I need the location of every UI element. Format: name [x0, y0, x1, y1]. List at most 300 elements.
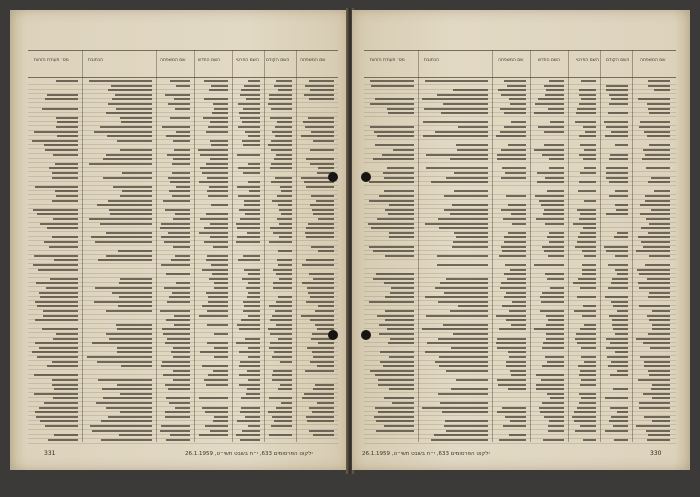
text-line — [212, 273, 228, 275]
text-line — [452, 204, 488, 206]
text-line — [271, 108, 292, 110]
text-line — [242, 430, 260, 432]
text-line — [453, 89, 488, 91]
text-line — [422, 328, 488, 330]
text-line — [505, 172, 526, 174]
text-line — [615, 255, 628, 257]
text-line — [377, 135, 414, 137]
text-line — [547, 278, 564, 280]
text-line — [208, 126, 228, 128]
text-line — [385, 209, 414, 211]
text-line — [648, 108, 670, 110]
text-line — [171, 351, 190, 353]
text-line — [47, 365, 78, 367]
text-line — [446, 278, 488, 280]
text-line — [508, 144, 526, 146]
text-line — [385, 296, 414, 298]
text-line — [370, 80, 414, 82]
text-line — [308, 117, 334, 119]
text-line — [270, 333, 292, 335]
text-line — [579, 218, 596, 220]
right-header-col-4: השם החדש — [538, 58, 561, 63]
column-divider — [568, 50, 569, 442]
text-line — [174, 98, 190, 100]
text-line — [577, 342, 596, 344]
text-line — [456, 379, 488, 381]
text-line — [268, 103, 292, 105]
text-line — [47, 227, 78, 229]
text-line — [268, 328, 292, 330]
text-line — [499, 255, 526, 257]
text-line — [236, 342, 260, 344]
text-line — [577, 241, 596, 243]
left-header-col-4: השם החדש — [198, 58, 221, 63]
text-line — [208, 195, 228, 197]
text-line — [426, 167, 488, 169]
text-line — [607, 356, 628, 358]
text-line — [504, 126, 526, 128]
text-line — [536, 218, 564, 220]
text-line — [214, 356, 228, 358]
text-line — [46, 287, 78, 289]
text-line — [581, 356, 596, 358]
text-line — [615, 351, 628, 353]
text-line — [312, 411, 334, 413]
text-line — [52, 172, 78, 174]
text-line — [580, 328, 596, 330]
text-line — [276, 80, 292, 82]
text-line — [269, 347, 292, 349]
text-line — [550, 397, 564, 399]
text-line — [106, 112, 152, 114]
left-header-col-7: מס׳ תעודת הזהות — [34, 58, 69, 63]
text-line — [165, 416, 190, 418]
text-line — [173, 218, 190, 220]
text-line — [305, 232, 334, 234]
text-line — [504, 80, 526, 82]
text-line — [245, 338, 260, 340]
column-divider — [232, 50, 233, 442]
text-line — [544, 144, 564, 146]
text-line — [383, 172, 414, 174]
text-line — [582, 273, 596, 275]
text-line — [549, 232, 564, 234]
text-line — [274, 420, 292, 422]
text-line — [374, 416, 414, 418]
text-line — [111, 85, 152, 87]
text-line — [166, 439, 190, 441]
table-row — [364, 158, 676, 163]
table-row — [364, 112, 676, 117]
text-line — [37, 356, 78, 358]
right-header-col-7: מס׳ תעודת הזהות — [370, 58, 405, 63]
text-line — [509, 310, 526, 312]
text-line — [248, 273, 260, 275]
text-line — [272, 315, 292, 317]
text-line — [497, 338, 526, 340]
text-line — [103, 158, 152, 160]
text-line — [606, 213, 628, 215]
text-line — [210, 236, 228, 238]
text-line — [315, 310, 334, 312]
text-line — [606, 172, 628, 174]
text-line — [649, 319, 670, 321]
text-line — [53, 397, 78, 399]
text-line — [236, 434, 260, 436]
text-line — [276, 407, 292, 409]
text-line — [379, 333, 414, 335]
text-line — [270, 117, 292, 119]
text-line — [202, 365, 228, 367]
text-line — [273, 287, 292, 289]
text-line — [245, 416, 260, 418]
text-line — [313, 356, 334, 358]
text-line — [652, 324, 670, 326]
text-line — [393, 149, 414, 151]
text-line — [121, 121, 152, 123]
text-line — [548, 108, 564, 110]
text-line — [648, 80, 670, 82]
text-line — [614, 236, 628, 238]
text-line — [451, 388, 488, 390]
text-line — [609, 195, 628, 197]
text-line — [577, 108, 596, 110]
text-line — [548, 425, 564, 427]
text-line — [387, 167, 414, 169]
text-line — [279, 209, 292, 211]
text-line — [122, 172, 152, 174]
text-line — [611, 131, 628, 133]
text-line — [161, 365, 190, 367]
text-line — [171, 259, 190, 261]
text-line — [549, 420, 564, 422]
text-line — [545, 356, 564, 358]
text-line — [210, 430, 228, 432]
text-line — [580, 425, 596, 427]
text-line — [94, 301, 152, 303]
text-line — [648, 296, 670, 298]
text-line — [431, 439, 488, 441]
text-line — [306, 158, 334, 160]
text-line — [457, 149, 488, 151]
text-line — [269, 98, 292, 100]
text-line — [371, 227, 414, 229]
text-line — [496, 135, 526, 137]
text-line — [313, 140, 334, 142]
text-line — [120, 195, 152, 197]
text-line — [579, 154, 596, 156]
text-line — [54, 259, 78, 261]
text-line — [211, 204, 228, 206]
text-line — [89, 163, 152, 165]
text-line — [165, 384, 190, 386]
text-line — [275, 177, 292, 179]
text-line — [649, 255, 670, 257]
text-line — [206, 163, 228, 165]
text-line — [497, 154, 526, 156]
text-line — [506, 195, 526, 197]
text-line — [423, 121, 488, 123]
text-line — [458, 305, 488, 307]
text-line — [248, 80, 260, 82]
text-line — [199, 315, 228, 317]
text-line — [106, 407, 152, 409]
text-line — [240, 94, 260, 96]
text-line — [544, 85, 564, 87]
text-line — [242, 121, 260, 123]
text-line — [375, 144, 414, 146]
text-line — [57, 121, 78, 123]
text-line — [389, 204, 414, 206]
text-line — [608, 112, 628, 114]
text-line — [617, 273, 628, 275]
table-row — [364, 181, 676, 186]
text-line — [280, 186, 292, 188]
text-line — [638, 98, 670, 100]
text-line — [585, 131, 596, 133]
text-line — [97, 204, 152, 206]
text-line — [374, 131, 414, 133]
text-line — [275, 310, 292, 312]
text-line — [279, 223, 292, 225]
text-line — [247, 370, 260, 372]
text-line — [208, 296, 228, 298]
text-line — [176, 282, 190, 284]
text-line — [318, 342, 334, 344]
text-line — [202, 407, 228, 409]
text-line — [202, 269, 228, 271]
text-line — [509, 434, 526, 436]
text-line — [652, 310, 670, 312]
text-line — [454, 190, 488, 192]
text-line — [55, 163, 78, 165]
text-line — [95, 287, 152, 289]
text-line — [499, 328, 526, 330]
text-line — [237, 420, 260, 422]
text-line — [209, 278, 228, 280]
text-line — [645, 154, 670, 156]
text-line — [164, 287, 190, 289]
text-line — [244, 204, 260, 206]
text-line — [580, 172, 596, 174]
text-line — [577, 407, 596, 409]
text-line — [54, 388, 78, 390]
text-line — [243, 301, 260, 303]
text-line — [33, 264, 78, 266]
text-line — [162, 328, 190, 330]
text-line — [575, 430, 596, 432]
text-line — [270, 227, 292, 229]
text-line — [546, 324, 564, 326]
text-line — [580, 213, 596, 215]
text-line — [200, 154, 228, 156]
text-line — [173, 347, 190, 349]
text-line — [34, 374, 78, 376]
text-line — [539, 407, 564, 409]
text-line — [383, 365, 414, 367]
text-line — [538, 126, 564, 128]
text-line — [370, 103, 414, 105]
text-line — [438, 393, 488, 395]
text-line — [441, 112, 488, 114]
text-line — [504, 236, 526, 238]
text-line — [541, 301, 564, 303]
text-line — [116, 324, 152, 326]
text-line — [543, 213, 564, 215]
text-line — [427, 342, 488, 344]
text-line — [53, 218, 78, 220]
text-line — [106, 154, 152, 156]
text-line — [214, 333, 228, 335]
text-line — [117, 140, 152, 142]
text-line — [606, 85, 628, 87]
text-line — [162, 361, 190, 363]
text-line — [312, 209, 334, 211]
text-line — [581, 98, 596, 100]
text-line — [451, 347, 488, 349]
text-line — [245, 213, 260, 215]
text-line — [169, 296, 190, 298]
text-line — [243, 255, 260, 257]
text-line — [39, 407, 78, 409]
text-line — [507, 278, 526, 280]
text-line — [170, 181, 190, 183]
text-line — [53, 338, 78, 340]
text-line — [101, 420, 152, 422]
text-line — [312, 351, 334, 353]
text-line — [390, 338, 414, 340]
right-page-number: 330 — [650, 450, 662, 457]
text-line — [507, 85, 526, 87]
text-line — [579, 103, 596, 105]
text-line — [549, 158, 564, 160]
text-line — [37, 213, 78, 215]
text-line — [241, 89, 260, 91]
text-line — [249, 190, 260, 192]
text-line — [166, 397, 190, 399]
text-line — [583, 305, 596, 307]
text-line — [90, 425, 152, 427]
text-line — [379, 195, 414, 197]
text-line — [647, 278, 670, 280]
text-line — [542, 246, 564, 248]
text-line — [611, 301, 628, 303]
column-divider — [632, 50, 633, 442]
text-line — [248, 315, 260, 317]
text-line — [638, 379, 670, 381]
text-line — [246, 98, 260, 100]
text-line — [498, 384, 526, 386]
text-line — [117, 351, 152, 353]
text-line — [380, 351, 414, 353]
text-line — [540, 296, 564, 298]
text-line — [578, 236, 596, 238]
right-footer: ילקוט הפרסומים 633, י״ח בשבט תשי״ט, 26.1.1959 — [362, 451, 490, 457]
text-line — [277, 195, 292, 197]
text-line — [376, 430, 414, 432]
text-line — [120, 278, 152, 280]
text-line — [454, 232, 488, 234]
text-line — [575, 338, 596, 340]
text-line — [112, 292, 152, 294]
text-line — [211, 264, 228, 266]
text-line — [244, 305, 260, 307]
text-line — [163, 374, 190, 376]
text-line — [160, 310, 190, 312]
text-line — [613, 305, 628, 307]
text-line — [537, 181, 564, 183]
text-line — [387, 328, 414, 330]
text-line — [446, 370, 488, 372]
text-line — [640, 356, 670, 358]
text-line — [645, 264, 670, 266]
text-line — [241, 397, 260, 399]
text-line — [608, 287, 628, 289]
text-line — [176, 85, 190, 87]
text-line — [444, 292, 488, 294]
text-line — [309, 407, 334, 409]
text-line — [606, 177, 628, 179]
text-line — [301, 315, 334, 317]
text-line — [199, 434, 228, 436]
text-line — [44, 402, 78, 404]
text-line — [166, 135, 190, 137]
text-line — [611, 361, 628, 363]
text-line — [648, 434, 670, 436]
text-line — [237, 236, 260, 238]
text-line — [637, 269, 670, 271]
text-line — [279, 236, 292, 238]
text-line — [120, 149, 152, 151]
text-line — [651, 177, 670, 179]
text-line — [541, 379, 564, 381]
text-line — [162, 126, 190, 128]
text-line — [57, 135, 78, 137]
text-line — [540, 310, 564, 312]
text-line — [106, 333, 152, 335]
text-line — [274, 85, 292, 87]
text-line — [89, 218, 152, 220]
text-line — [117, 384, 152, 386]
text-line — [508, 204, 526, 206]
text-line — [166, 319, 190, 321]
text-line — [503, 218, 526, 220]
text-line — [308, 223, 334, 225]
text-line — [583, 158, 596, 160]
text-line — [377, 315, 414, 317]
text-line — [647, 439, 670, 441]
text-line — [439, 227, 488, 229]
text-line — [168, 232, 190, 234]
text-line — [239, 384, 260, 386]
text-line — [174, 324, 190, 326]
text-line — [245, 131, 260, 133]
text-line — [34, 393, 78, 395]
text-line — [392, 402, 414, 404]
text-line — [237, 154, 260, 156]
text-line — [309, 273, 334, 275]
text-line — [248, 181, 260, 183]
text-line — [578, 278, 596, 280]
text-line — [106, 232, 152, 234]
text-line — [369, 181, 414, 183]
text-line — [242, 278, 260, 280]
text-line — [242, 140, 260, 142]
text-line — [508, 232, 526, 234]
text-line — [544, 416, 564, 418]
text-line — [504, 296, 526, 298]
text-line — [161, 223, 190, 225]
